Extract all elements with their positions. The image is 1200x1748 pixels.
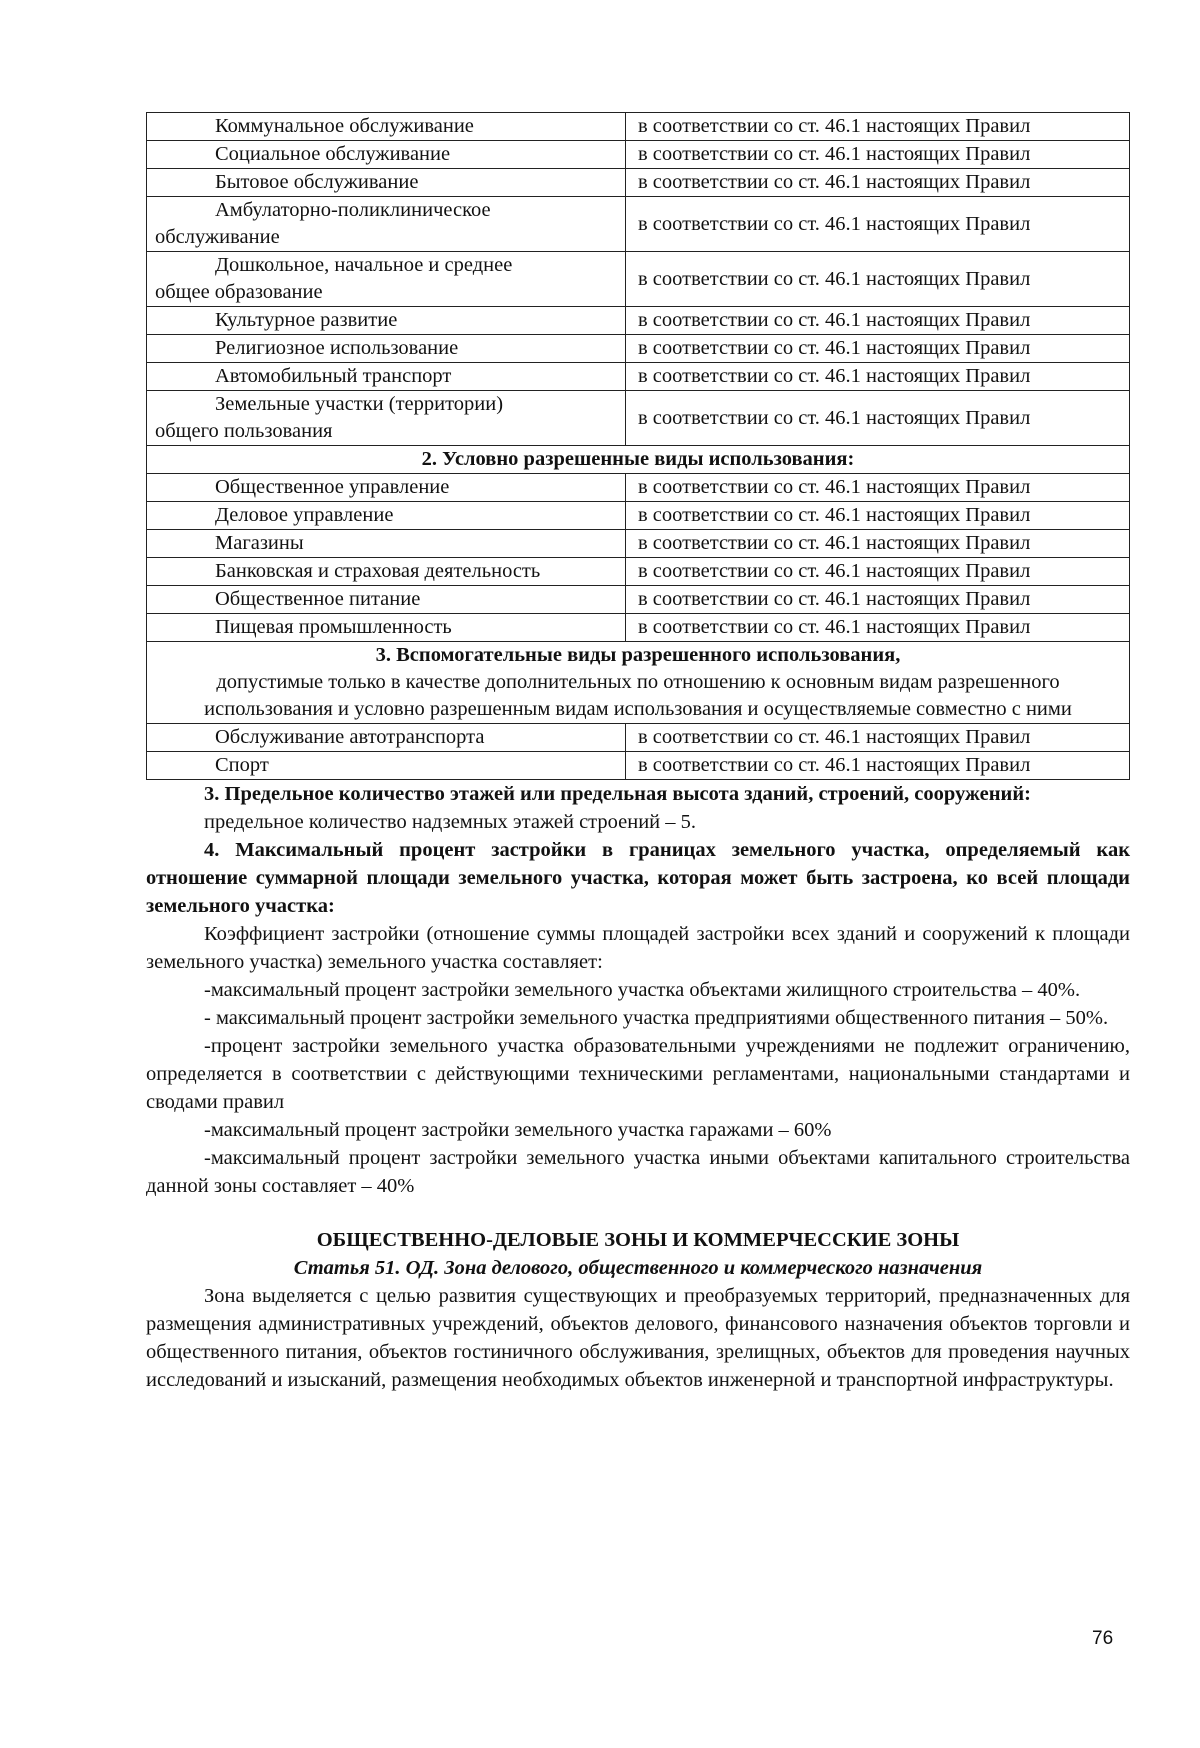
parameter-reference-cell: в соответствии со ст. 46.1 настоящих Правил [626,391,1130,446]
table-row [147,474,1130,502]
paragraph-4-heading: 4. Максимальный процент застройки в границах земельного участка, определяемый как отношение суммарной площади земельного участка, которая может быть застроена, ко всей площади земельного участка: [146,839,1130,917]
use-type-name: Спорт [215,754,269,776]
use-type-cell [147,113,626,141]
section-3-subtext: допустимые только в качестве дополнительных по отношению к основным видам разрешенного использования и условно разрешенным видам использования и осуществляемые совместно с ними [204,671,1072,720]
page-number: 76 [1092,1628,1114,1649]
table-row [147,530,1130,558]
use-type-cell [147,530,626,558]
use-type-name: Коммунальное обслуживание [215,115,474,137]
use-type-name: Дошкольное, начальное и среднее [215,254,513,276]
table-row [147,586,1130,614]
use-type-cell [147,363,626,391]
use-type-cell [147,197,626,252]
use-type-cell [147,391,626,446]
parameter-reference-cell: в соответствии со ст. 46.1 настоящих Правил [626,169,1130,197]
article-body: Зона выделяется с целью развития существующих и преобразуемых территорий, предназначенных для размещения административных учреждений, объектов делового, финансового назначения объектов торговли и общественного питания, объектов гостиничного обслуживания, зрелищных, объектов для проведения научных исследований и изысканий, размещения необходимых объектов инженерной и транспортной инфраструктуры. [146,1285,1130,1391]
use-type-cell [147,335,626,363]
use-type-name: Социальное обслуживание [215,143,451,165]
section-3-heading: 3. Вспомогательные виды разрешенного использования, [375,644,901,666]
use-type-cell [147,141,626,169]
parameter-reference-cell: в соответствии со ст. 46.1 настоящих Правил [626,530,1130,558]
paragraph-3-body: предельное количество надземных этажей строений – 5. [204,811,697,833]
use-type-cell [147,307,626,335]
table-row [147,252,1130,307]
use-type-name: Амбулаторно-поликлиническое [215,199,491,221]
parameter-reference-cell: в соответствии со ст. 46.1 настоящих Правил [626,752,1130,780]
page-content [146,112,1130,1394]
use-type-name: Обслуживание автотранспорта [215,726,485,748]
article-title: Статья 51. ОД. Зона делового, общественного и коммерческого назначения [293,1257,983,1279]
parameter-reference-cell: в соответствии со ст. 46.1 настоящих Правил [626,558,1130,586]
table-row [147,752,1130,780]
table-row [147,307,1130,335]
use-type-cell [147,752,626,780]
use-type-name: Автомобильный транспорт [215,365,452,387]
table-group-2 [147,474,1130,642]
zone-section-title: ОБЩЕСТВЕННО-ДЕЛОВЫЕ ЗОНЫ И КОММЕРЧЕССКИЕ ЗОНЫ [316,1229,960,1251]
table-row [147,335,1130,363]
parameter-reference-cell: в соответствии со ст. 46.1 настоящих Правил [626,363,1130,391]
parameter-reference-cell: в соответствии со ст. 46.1 настоящих Правил [626,113,1130,141]
table-row [147,169,1130,197]
paragraph-4-item: -максимальный процент застройки земельного участка иными объектами капитального строительства данной зоны составляет – 40% [146,1147,1130,1197]
paragraph-4-item: - максимальный процент застройки земельного участка предприятиями общественного питания – 50%. [204,1007,1109,1029]
section-3-cell [147,642,1130,724]
use-type-name: Земельные участки (территории) [215,393,504,415]
use-type-name: Бытовое обслуживание [215,171,419,193]
parameter-reference-cell: в соответствии со ст. 46.1 настоящих Правил [626,335,1130,363]
use-type-cell [147,724,626,752]
table-row [147,391,1130,446]
use-type-name: Культурное развитие [215,309,398,331]
use-type-name-continued: общего пользования [155,420,333,442]
parameter-reference-cell: в соответствии со ст. 46.1 настоящих Правил [626,197,1130,252]
use-type-name-continued: обслуживание [155,226,280,248]
table-row [147,724,1130,752]
table-section-2 [147,446,1130,474]
table-group-3 [147,724,1130,780]
use-type-name: Общественное управление [215,476,450,498]
use-type-name: Магазины [215,532,304,554]
use-type-cell [147,474,626,502]
table-row [147,614,1130,642]
table-row [147,197,1130,252]
use-type-cell [147,502,626,530]
use-type-cell [147,558,626,586]
table-section-3 [147,642,1130,724]
table-row [147,558,1130,586]
parameter-reference-cell: в соответствии со ст. 46.1 настоящих Правил [626,724,1130,752]
paragraph-4-intro: Коэффициент застройки (отношение суммы площадей застройки всех зданий и сооружений к площади земельного участка) земельного участка составляет: [146,923,1130,973]
use-type-name: Общественное питание [215,588,421,610]
table-row [147,502,1130,530]
table-row [147,363,1130,391]
use-type-name: Деловое управление [215,504,394,526]
paragraph-4-item: -максимальный процент застройки земельного участка объектами жилищного строительства – 40%. [204,979,1081,1001]
paragraph-4-item: -максимальный процент застройки земельного участка гаражами – 60% [204,1119,832,1141]
parameter-reference-cell: в соответствии со ст. 46.1 настоящих Правил [626,614,1130,642]
table-group-1 [147,113,1130,446]
use-type-name: Пищевая промышленность [215,616,452,638]
parameter-reference-cell: в соответствии со ст. 46.1 настоящих Правил [626,586,1130,614]
table-row [147,446,1130,474]
use-type-name: Банковская и страховая деятельность [215,560,541,582]
table-row [147,141,1130,169]
use-type-cell [147,169,626,197]
use-type-name-continued: общее образование [155,281,323,303]
parameter-reference-cell: в соответствии со ст. 46.1 настоящих Правил [626,307,1130,335]
parameter-reference-cell: в соответствии со ст. 46.1 настоящих Правил [626,474,1130,502]
land-use-table [146,112,1130,780]
use-type-cell [147,252,626,307]
paragraph-4-item: -процент застройки земельного участка образовательными учреждениями не подлежит ограничению, определяется в соответствии с действующими техническими регламентами, национальными стандартами и сводами правил [146,1035,1130,1113]
paragraph-3-heading: 3. Предельное количество этажей или предельная высота зданий, строений, сооружений: [204,783,1031,805]
table-row [147,113,1130,141]
use-type-cell [147,614,626,642]
parameter-reference-cell: в соответствии со ст. 46.1 настоящих Правил [626,252,1130,307]
use-type-name: Религиозное использование [215,337,459,359]
parameter-reference-cell: в соответствии со ст. 46.1 настоящих Правил [626,141,1130,169]
section-2-heading: 2. Условно разрешенные виды использования: [147,446,1130,474]
table-row [147,642,1130,724]
parameter-reference-cell: в соответствии со ст. 46.1 настоящих Правил [626,502,1130,530]
use-type-cell [147,586,626,614]
